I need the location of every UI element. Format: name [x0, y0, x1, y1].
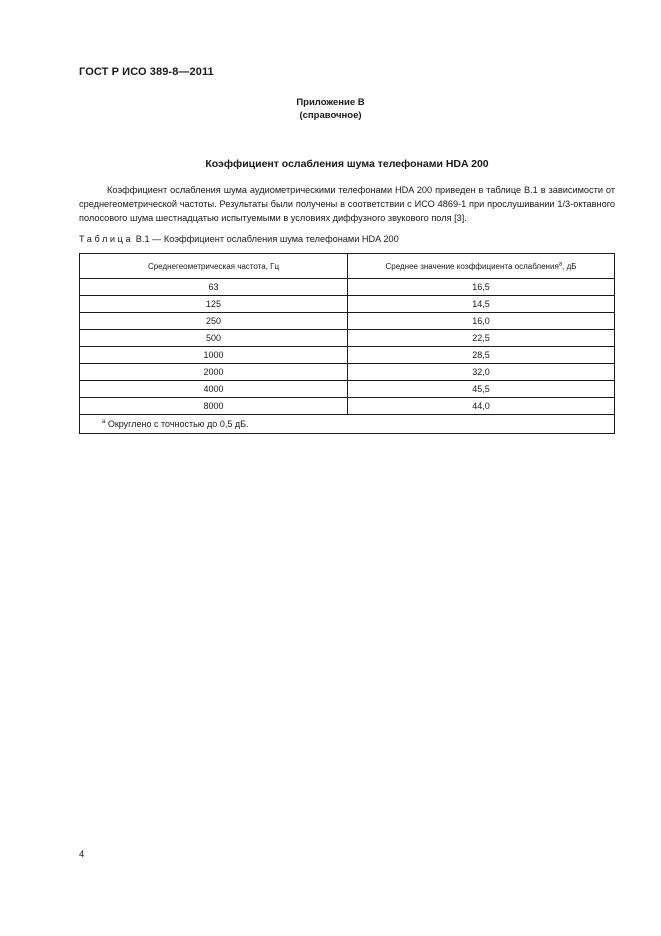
- cell-frequency: 500: [80, 330, 348, 347]
- attenuation-table: [79, 253, 615, 434]
- table-row: [80, 296, 615, 313]
- column-header-attenuation-main: Среднее значение коэффициента ослабления: [385, 261, 559, 271]
- table-caption-label: Таблица: [79, 234, 134, 244]
- cell-attenuation: 14,5: [348, 296, 615, 313]
- cell-attenuation: 44,0: [348, 398, 615, 415]
- column-header-frequency: Среднегеометрическая частота, Гц: [80, 254, 348, 279]
- cell-frequency: 8000: [80, 398, 348, 415]
- footnote-text: Округлено с точностью до 0,5 дБ.: [105, 419, 249, 429]
- cell-frequency: 4000: [80, 381, 348, 398]
- annex-subtitle: (справочное): [299, 110, 362, 121]
- cell-frequency: 1000: [80, 347, 348, 364]
- cell-attenuation: 16,0: [348, 313, 615, 330]
- table-row: [80, 330, 615, 347]
- table-caption: [79, 234, 399, 244]
- cell-attenuation: 28,5: [348, 347, 615, 364]
- table-footnote: [80, 415, 615, 434]
- table-row: [80, 381, 615, 398]
- cell-attenuation: 22,5: [348, 330, 615, 347]
- table-row: [80, 364, 615, 381]
- table-row: [80, 313, 615, 330]
- cell-attenuation: 45,5: [348, 381, 615, 398]
- document-code: ГОСТ Р ИСО 389-8—2011: [79, 66, 214, 78]
- body-paragraph: Коэффициент ослабления шума аудиометрическими телефонами HDA 200 приведен в таблице В.1 в зависимости от среднегеометрической частоты. Результаты были получены в соответствии с ИСО 4869-1 при прослушивании 1/3-октавного полосового шума шестнадцатью испытуемыми в условиях диффузного звукового поля [3].: [79, 185, 615, 223]
- table-row: [80, 347, 615, 364]
- cell-attenuation: 32,0: [348, 364, 615, 381]
- page-number: 4: [79, 849, 85, 860]
- column-header-attenuation: [348, 254, 615, 279]
- annex-heading: [0, 96, 661, 122]
- cell-frequency: 250: [80, 313, 348, 330]
- cell-frequency: 2000: [80, 364, 348, 381]
- table-header-row: [80, 254, 615, 279]
- table-caption-text: В.1 — Коэффициент ослабления шума телефонами HDA 200: [135, 234, 399, 244]
- section-title: Коэффициент ослабления шума телефонами HDA 200: [205, 158, 489, 170]
- table-row: [80, 279, 615, 296]
- table-footnote-row: [80, 415, 615, 434]
- annex-title: Приложение В: [296, 97, 365, 108]
- footnote-marker: a: [102, 419, 106, 425]
- cell-frequency: 125: [80, 296, 348, 313]
- footnote-ref: a: [558, 260, 563, 267]
- table-row: [80, 398, 615, 415]
- cell-attenuation: 16,5: [348, 279, 615, 296]
- cell-frequency: 63: [80, 279, 348, 296]
- column-header-attenuation-unit: , дБ: [562, 261, 577, 271]
